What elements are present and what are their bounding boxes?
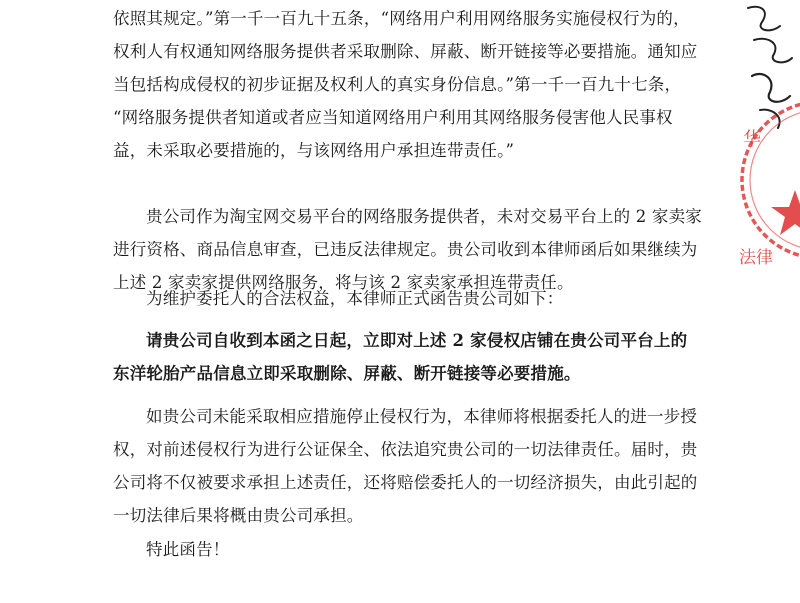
text-line: 特此函告！ bbox=[146, 540, 230, 559]
seal-text-top: 华 bbox=[743, 129, 761, 150]
text-line: 如贵公司未能采取相应措施停止侵权行为，本律师将根据委托人的进一步授 bbox=[146, 407, 698, 426]
paragraph-closing bbox=[113, 533, 703, 566]
text-line: 依照其规定。”第一千一百九十五条，“网络用户利用网络服务实施侵权行为的， bbox=[113, 9, 690, 28]
paragraph-legal-citation bbox=[113, 2, 703, 167]
paragraph-consequences bbox=[113, 400, 703, 532]
text-line: 当包括构成侵权的初步证据及权利人的真实身份信息。”第一千一百九十七条， bbox=[113, 75, 682, 94]
text-line: 一切法律后果将概由贵公司承担。 bbox=[113, 506, 364, 525]
text-line: “网络服务提供者知道或者应当知道网络用户利用其网络服务侵害他人民事权 bbox=[113, 108, 673, 127]
paragraph-notice-intro bbox=[113, 282, 703, 315]
text-line: 请贵公司自收到本函之日起，立即对上述 2 家侵权店铺在贵公司平台上的 bbox=[146, 331, 688, 350]
text-line: 东洋轮胎产品信息立即采取删除、屏蔽、断开链接等必要措施。 bbox=[113, 364, 581, 383]
seal-text-bottom: 法律 bbox=[739, 248, 773, 265]
text-line: 益，未采取必要措施的，与该网络用户承担连带责任。” bbox=[113, 141, 515, 160]
paragraph-demand bbox=[113, 324, 703, 390]
text-line: 上述 2 家卖家提供网络服务，将与该 2 家卖家承担连带责任。 bbox=[113, 273, 574, 292]
red-seal-stamp bbox=[735, 95, 800, 265]
text-line: 为维护委托人的合法权益，本律师正式函告贵公司如下： bbox=[146, 289, 564, 308]
text-line: 公司将不仅被要求承担上述责任，还将赔偿委托人的一切经济损失，由此引起的 bbox=[113, 473, 698, 492]
handwritten-signature bbox=[740, 0, 800, 150]
text-line: 进行资格、商品信息审查，已违反法律规定。贵公司收到本律师函后如果继续为 bbox=[113, 240, 698, 259]
text-line: 权利人有权通知网络服务提供者采取删除、屏蔽、断开链接等必要措施。通知应 bbox=[113, 42, 698, 61]
text-line: 权，对前述侵权行为进行公证保全、依法追究贵公司的一切法律责任。届时，贵 bbox=[113, 440, 698, 459]
text-line: 贵公司作为淘宝网交易平台的网络服务提供者，未对交易平台上的 2 家卖家 bbox=[146, 207, 702, 226]
